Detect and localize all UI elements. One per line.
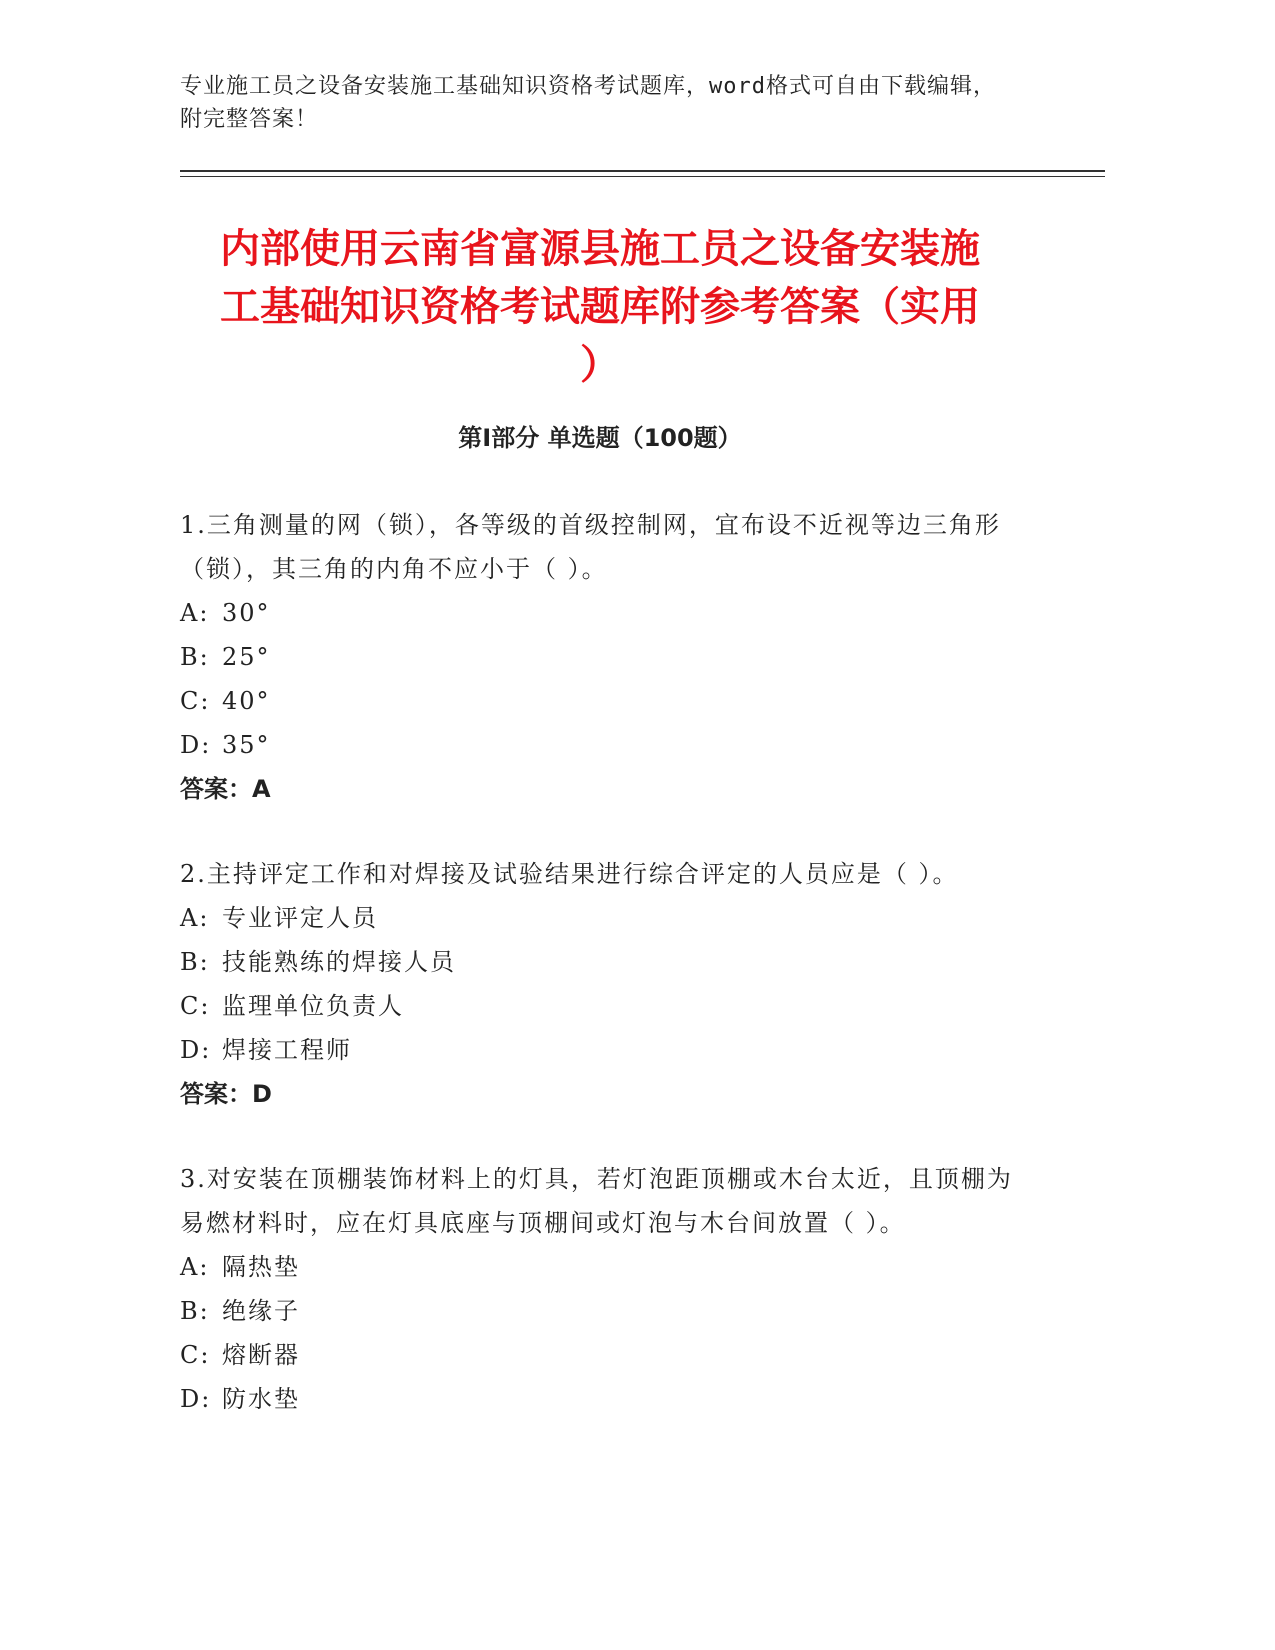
option-letter: D: — [180, 1036, 212, 1064]
option-text: 监理单位负责人 — [222, 992, 404, 1020]
document-title — [180, 220, 1020, 394]
option-letter: D: — [180, 731, 212, 759]
option-c — [180, 984, 1020, 1028]
option-a — [180, 591, 1020, 635]
option-b — [180, 635, 1020, 679]
option-letter: A: — [180, 904, 210, 932]
option-text: 40° — [222, 687, 271, 715]
option-d — [180, 1377, 1020, 1421]
title-line: 内部使用云南省富源县施工员之设备安装施 — [220, 226, 980, 272]
answer-label: 答案：A — [180, 775, 271, 803]
option-letter: D: — [180, 1385, 212, 1413]
option-letter: A: — [180, 599, 210, 627]
option-text: 35° — [222, 731, 271, 759]
option-text: 技能熟练的焊接人员 — [222, 948, 456, 976]
option-text: 专业评定人员 — [222, 904, 378, 932]
option-letter: B: — [180, 1297, 210, 1325]
option-c — [180, 1333, 1020, 1377]
question-item — [180, 503, 1020, 811]
document-intro — [180, 70, 1110, 136]
section-heading: 第Ⅰ部分 单选题（100题） — [458, 424, 742, 452]
option-c — [180, 679, 1020, 723]
option-letter: A: — [180, 1253, 210, 1281]
title-line: ） — [580, 342, 620, 388]
option-d — [180, 723, 1020, 767]
header-divider-thin — [180, 176, 1105, 177]
question-stem: 3.对安装在顶棚装饰材料上的灯具，若灯泡距顶棚或木台太近，且顶棚为易燃材料时，应在灯具底座与顶棚间或灯泡与木台间放置（ ）。 — [180, 1165, 1013, 1237]
option-a — [180, 1245, 1020, 1289]
option-text: 焊接工程师 — [222, 1036, 352, 1064]
option-d — [180, 1028, 1020, 1072]
option-b — [180, 1289, 1020, 1333]
option-letter: B: — [180, 948, 210, 976]
question-stem: 1.三角测量的网（锁），各等级的首级控制网，宜布设不近视等边三角形（锁），其三角的内角不应小于（ ）。 — [180, 511, 1001, 583]
question-stem: 2.主持评定工作和对焊接及试验结果进行综合评定的人员应是（ ）。 — [180, 860, 959, 888]
option-letter: C: — [180, 1341, 211, 1369]
intro-line: 附完整答案！ — [180, 107, 319, 132]
option-text: 30° — [222, 599, 271, 627]
option-text: 25° — [222, 643, 271, 671]
option-letter: C: — [180, 992, 211, 1020]
option-b — [180, 940, 1020, 984]
option-text: 防水垫 — [222, 1385, 300, 1413]
header-divider — [180, 170, 1105, 172]
question-item — [180, 1157, 1020, 1421]
title-line: 工基础知识资格考试题库附参考答案（实用 — [220, 284, 980, 330]
question-item — [180, 852, 1020, 1116]
option-text: 绝缘子 — [222, 1297, 300, 1325]
intro-line: 专业施工员之设备安装施工基础知识资格考试题库，word格式可自由下载编辑， — [180, 74, 996, 99]
option-letter: B: — [180, 643, 210, 671]
option-text: 隔热垫 — [222, 1253, 300, 1281]
option-letter: C: — [180, 687, 211, 715]
option-a — [180, 896, 1020, 940]
answer-label: 答案：D — [180, 1080, 272, 1108]
option-text: 熔断器 — [222, 1341, 300, 1369]
